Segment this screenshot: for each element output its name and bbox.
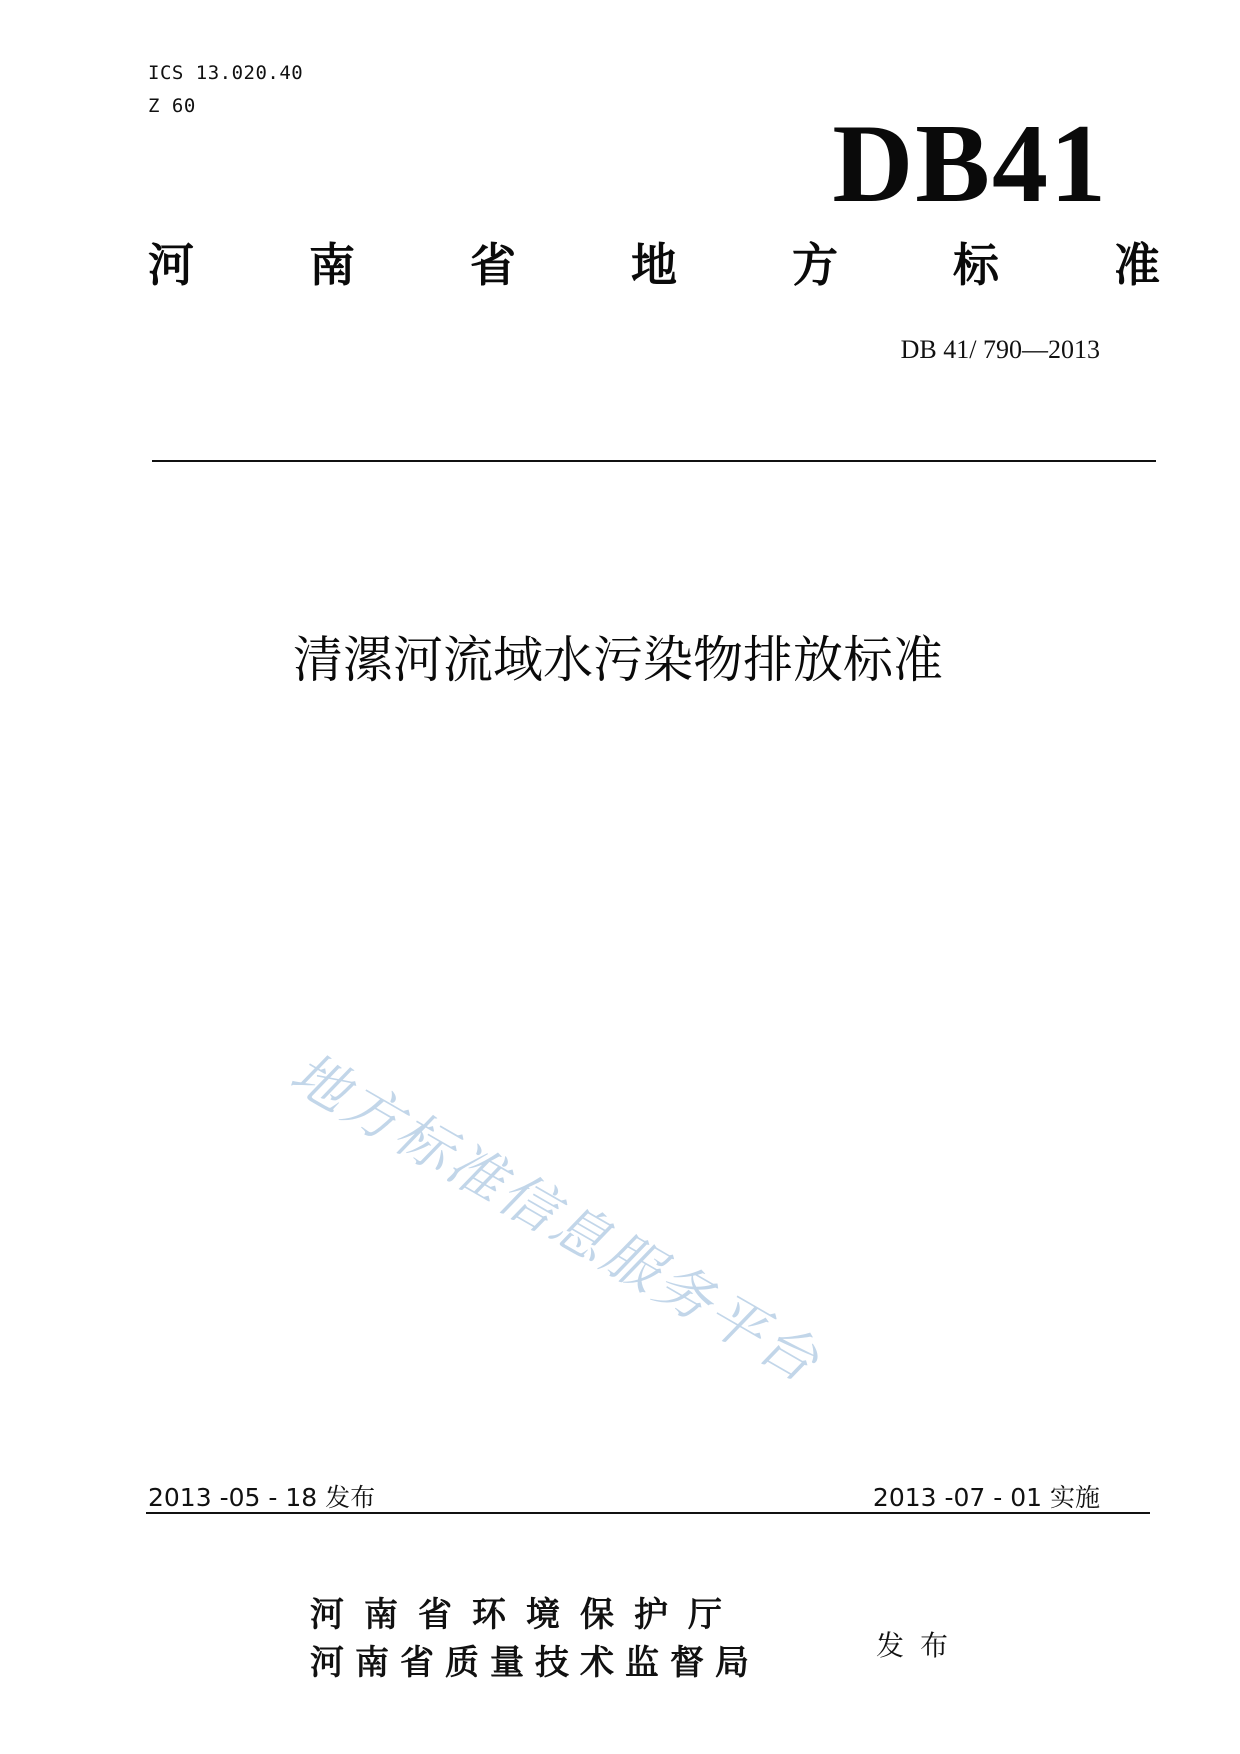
ics-code: ICS 13.020.40 <box>148 62 304 84</box>
db-logo: DB41 <box>832 102 1108 226</box>
issuer-quality-supervision: 河南省质量技术监督局 <box>310 1643 760 1683</box>
issuing-authorities <box>310 1595 842 1694</box>
standard-level-char: 地 <box>631 238 677 292</box>
standard-level-char: 方 <box>792 238 838 292</box>
standard-level-char: 准 <box>1114 238 1160 292</box>
publish-label: 发布 <box>876 1629 965 1662</box>
standard-level <box>148 238 1160 292</box>
ccs-code: Z 60 <box>148 95 196 117</box>
standard-level-char: 省 <box>470 238 516 292</box>
issue-date: 2013 -05 - 18 发布 <box>148 1483 376 1512</box>
standard-number: DB 41/ 790—2013 <box>900 335 1100 364</box>
issuer-environmental-protection: 河南省环境保护厅 <box>310 1595 742 1635</box>
standard-level-char: 标 <box>953 238 999 292</box>
effective-date: 2013 -07 - 01 实施 <box>872 1483 1100 1512</box>
watermark: 地方标准信息服务平台 <box>279 1040 832 1397</box>
standard-level-char: 南 <box>309 238 355 292</box>
header-divider <box>152 460 1156 462</box>
standard-level-char: 河 <box>148 238 194 292</box>
document-title: 清漯河流域水污染物排放标准 <box>293 631 943 689</box>
footer-divider <box>146 1512 1150 1514</box>
